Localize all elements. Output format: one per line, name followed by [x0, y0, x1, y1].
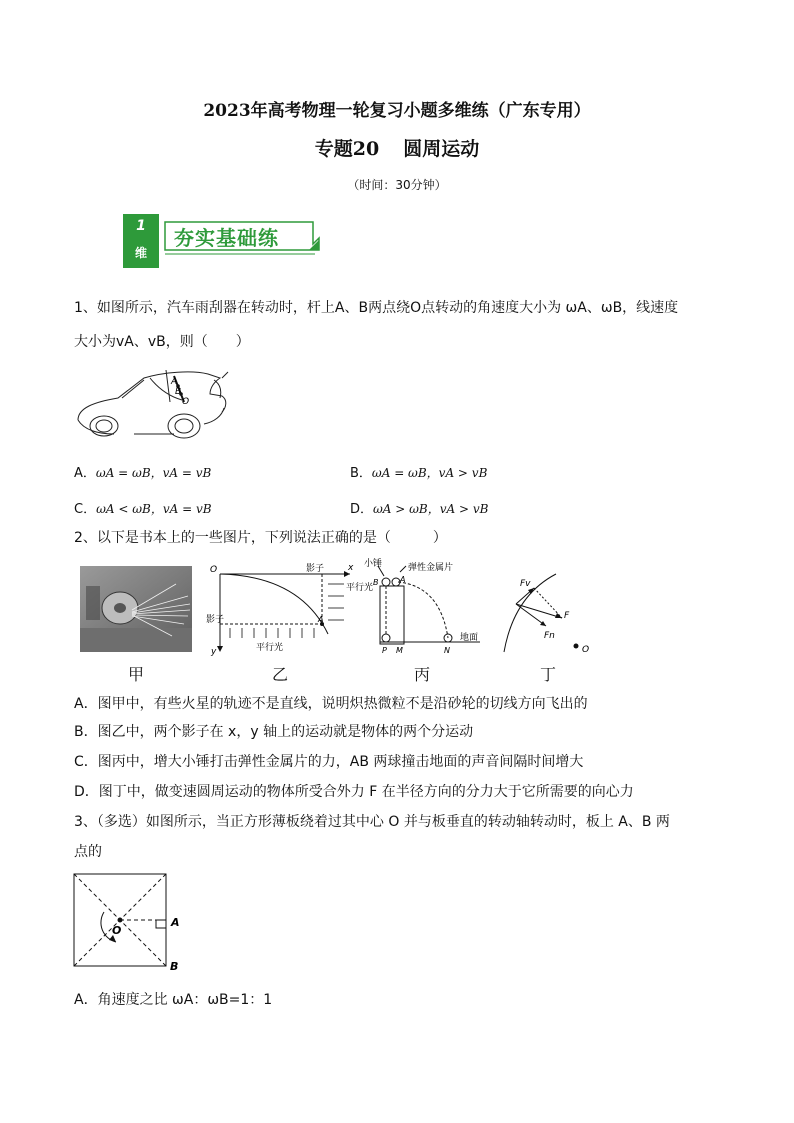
q1-stem-line2: 大小为vA、vB，则（ ） — [74, 334, 250, 350]
q2-caption-yi: 乙 — [271, 665, 288, 684]
q2-option-a[interactable]: A．图甲中，有些火星的轨迹不是直线，说明炽热微粒不是沿砂轮的切线方向飞出的 — [74, 696, 588, 712]
q2-bing-label-b: B — [373, 578, 379, 587]
q2-option-c[interactable]: C．图丙中，增大小锤打击弹性金属片的力，AB 两球撞击地面的声音间隔时间增大 — [74, 754, 584, 770]
page-title: 2023年高考物理一轮复习小题多维练（广东专用） — [203, 101, 591, 121]
time-limit: （时间：30分钟） — [347, 178, 447, 192]
section-badge — [123, 218, 159, 261]
q2-yi-light-bottom: 平行光 — [256, 643, 284, 653]
q2-bing-label-m: M — [396, 646, 403, 655]
q1-option-c-text: ωA < ωB，vA = vB — [96, 502, 212, 516]
q2-yi-light-right: 平行光 — [346, 583, 374, 593]
q1-option-d-text: ωA > ωB，vA > vB — [373, 502, 489, 516]
topic-number: 专题20 — [314, 138, 380, 160]
q2-ding-label-o: O — [582, 645, 590, 655]
section-title: 夯实基础练 — [174, 226, 279, 250]
q2-figure-ding — [500, 566, 600, 656]
q1-stem-line1: 1、如图所示，汽车雨刮器在转动时，杆上A、B两点绕O点转动的角速度大小为 ωA、ωB，线速度 — [74, 300, 679, 316]
q2-ding-label-fn: Fn — [544, 631, 555, 641]
q1-option-d[interactable] — [350, 498, 488, 517]
q2-bing-label-n: N — [444, 646, 450, 655]
q1-fig-label-a: A — [171, 377, 178, 387]
q1-option-d-label: D． — [350, 502, 374, 517]
q2-bing-spring: 弹性金属片 — [408, 563, 454, 573]
q3-square-figure — [72, 872, 192, 976]
q2-yi-shadow-left: 影子 — [206, 615, 225, 625]
q2-photo-jia — [80, 566, 192, 652]
q1-option-b-label: B． — [350, 466, 372, 481]
q2-figure-bing — [360, 556, 500, 656]
section-sub: 维 — [134, 246, 147, 260]
q3-fig-label-a: A — [171, 916, 180, 929]
q1-option-a[interactable] — [74, 462, 211, 481]
q2-yi-shadow-top: 影子 — [306, 564, 325, 574]
q1-option-a-label: A． — [74, 466, 96, 481]
q2-bing-hammer: 小锤 — [364, 559, 383, 569]
q1-fig-label-b: B — [175, 387, 182, 397]
q1-option-a-text: ωA = ωB，vA = vB — [95, 466, 212, 480]
q1-option-b[interactable] — [350, 462, 487, 481]
q3-stem-line2: 点的 — [74, 844, 102, 860]
q2-yi-label-y: y — [211, 647, 217, 657]
q2-bing-ground: 地面 — [460, 633, 479, 643]
q1-option-c[interactable] — [74, 498, 212, 517]
q1-car-figure — [74, 368, 234, 448]
q1-option-b-text: ωA = ωB，vA > vB — [371, 466, 488, 480]
q2-caption-ding: 丁 — [539, 665, 556, 684]
q2-bing-label-p: P — [382, 646, 387, 655]
q2-ding-label-f: F — [564, 611, 570, 621]
q2-option-b[interactable]: B．图乙中，两个影子在 x，y 轴上的运动就是物体的两个分运动 — [74, 724, 474, 740]
q2-caption-bing: 丙 — [413, 665, 430, 684]
q2-yi-label-x: x — [348, 563, 354, 573]
section-number: 1 — [136, 218, 146, 234]
q2-caption-jia: 甲 — [127, 665, 144, 684]
q2-yi-label-o: O — [210, 565, 218, 575]
q1-option-c-label: C． — [74, 502, 97, 517]
q3-stem-line1: 3、（多选）如图所示，当正方形薄板绕着过其中心 O 并与板垂直的转动轴转动时，板上 A、B 两 — [74, 814, 670, 830]
q2-bing-label-a: A — [400, 575, 406, 584]
topic-name: 圆周运动 — [403, 138, 480, 160]
q3-option-a[interactable]: A．角速度之比 ωA：ωB=1：1 — [74, 992, 273, 1008]
q2-ding-label-fv: Fv — [520, 579, 531, 589]
q2-yi-label-a: A — [318, 615, 324, 624]
q1-fig-label-o: O — [182, 397, 190, 407]
q2-option-d[interactable]: D．图丁中，做变速圆周运动的物体所受合外力 F 在半径方向的分力大于它所需要的向心力 — [74, 784, 634, 800]
topic-heading — [0, 134, 794, 161]
q2-stem: 2、以下是书本上的一些图片，下列说法正确的是（ ） — [74, 530, 447, 546]
q2-figure-yi — [200, 560, 374, 657]
q3-fig-label-b: B — [170, 960, 179, 973]
q3-fig-label-o: O — [112, 924, 122, 937]
